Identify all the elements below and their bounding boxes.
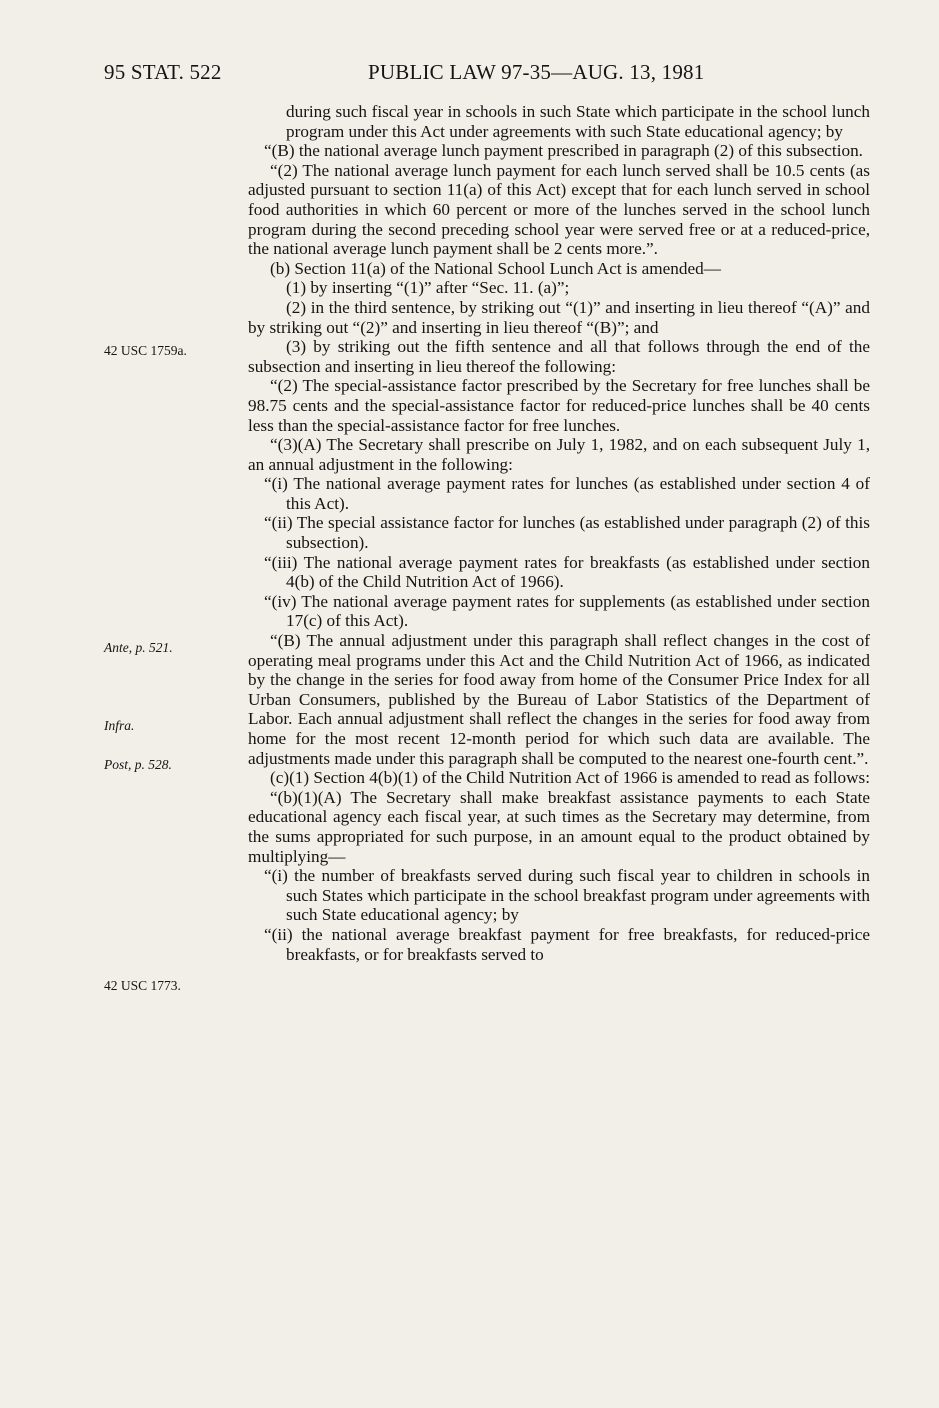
paragraph: (b) Section 11(a) of the National School Lunch Act is amended—	[270, 258, 721, 278]
running-header-title: PUBLIC LAW 97-35—AUG. 13, 1981	[368, 60, 705, 84]
paragraph: “(ii) the national average breakfast payment for free breakfasts, for reduced-price breakfasts, or for breakfasts served to	[264, 924, 870, 964]
paragraph: “(iii) The national average payment rates for breakfasts (as established under section 4(b) of the Child Nutrition Act of 1966).	[264, 552, 870, 592]
paragraph: “(B) the national average lunch payment prescribed in paragraph (2) of this subsection.	[264, 141, 863, 161]
paragraph: (1) by inserting “(1)” after “Sec. 11. (a)”;	[286, 278, 570, 298]
margin-note: Infra.	[104, 718, 135, 733]
margin-note: Ante, p. 521.	[104, 640, 173, 655]
paragraph: during such fiscal year in schools in such State which participate in the school lunch program under this Act under agreements with such State educational agency; by	[286, 102, 870, 141]
margin-note: 42 USC 1773.	[104, 978, 181, 993]
paragraph: (3) by striking out the fifth sentence and all that follows through the end of the subsection and inserting in lieu thereof the following:	[248, 337, 870, 376]
paragraph: “(B) The annual adjustment under this paragraph shall reflect changes in the cost of operating meal programs under this Act and the Child Nutrition Act of 1966, as indicated by the change in the series for food away from home of the Consumer Price Index for all Urban Consumers, published by the Bureau of Labor Statistics of the Department of Labor. Each annual adjustment shall reflect the changes in the series for food away from home for the most recent 12-month period for which such data are available. The adjustments made under this paragraph shall be computed to the nearest one-fourth cent.”.	[248, 631, 870, 768]
paragraph: “(ii) The special assistance factor for lunches (as established under paragraph (2) of this subsection).	[264, 513, 870, 553]
paragraph: “(i) the number of breakfasts served during such fiscal year to children in schools in such States which participate in the school breakfast program under agreements with such State educational agency; by	[264, 866, 870, 925]
paragraph: (2) in the third sentence, by striking out “(1)” and inserting in lieu thereof “(A)” and by striking out “(2)” and inserting in lieu thereof “(B)”; and	[248, 297, 870, 337]
paragraph: “(2) The national average lunch payment for each lunch served shall be 10.5 cents (as adjusted pursuant to section 11(a) of this Act) except that for each lunch served in school food authorities in which 60 percent or more of the lunches served in the school lunch program during the second preceding school year were served free or at a reduced-price, the national average lunch payment shall be 2 cents more.”.	[248, 160, 870, 259]
paragraph: “(3)(A) The Secretary shall prescribe on July 1, 1982, and on each subsequent July 1, an annual adjustment in the following:	[248, 435, 870, 474]
paragraph: “(iv) The national average payment rates for supplements (as established under section 17(c) of this Act).	[264, 591, 870, 631]
paragraph: “(2) The special-assistance factor prescribed by the Secretary for free lunches shall be 98.75 cents and the special-assistance factor for reduced-price lunches shall be 40 cents less than the special-assistance factor for free lunches.	[248, 376, 870, 435]
paragraph: (c)(1) Section 4(b)(1) of the Child Nutrition Act of 1966 is amended to read as follows:	[270, 768, 870, 788]
paragraph: “(b)(1)(A) The Secretary shall make breakfast assistance payments to each State educational agency each fiscal year, at such times as the Secretary may determine, from the sums appropriated for such purpose, in an amount equal to the product obtained by multiplying—	[248, 787, 870, 866]
statute-body	[248, 102, 870, 964]
paragraph: “(i) The national average payment rates for lunches (as established under section 4 of this Act).	[264, 474, 870, 513]
statute-page-number: 95 STAT. 522	[104, 60, 222, 84]
margin-note: 42 USC 1759a.	[104, 343, 187, 358]
margin-note: Post, p. 528.	[104, 757, 172, 772]
